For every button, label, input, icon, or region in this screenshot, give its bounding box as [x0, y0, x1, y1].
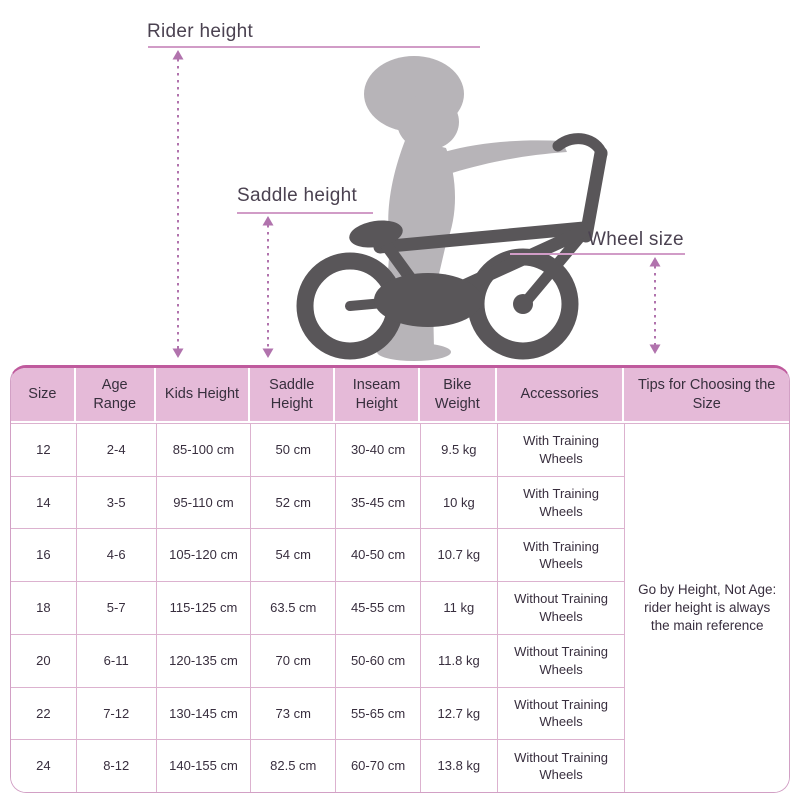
cell-bike-weight: 9.5 kg — [420, 423, 497, 476]
cell-kids-height: 130-145 cm — [156, 687, 251, 740]
tips-cell: Go by Height, Not Age: rider height is always the main reference — [624, 423, 789, 792]
cell-age-range: 3-5 — [76, 476, 156, 529]
rider-arrow-down-icon — [173, 349, 184, 359]
wheel-arrow-down-icon — [650, 345, 661, 355]
cell-saddle-height: 70 cm — [250, 634, 335, 687]
header-tips: Tips for Choosing the Size — [624, 368, 789, 423]
cell-size: 12 — [11, 423, 76, 476]
cell-accessories: Without Training Wheels — [497, 581, 625, 634]
cell-size: 20 — [11, 634, 76, 687]
cell-saddle-height: 63.5 cm — [250, 581, 335, 634]
cell-bike-weight: 13.8 kg — [420, 739, 497, 792]
cell-kids-height: 95-110 cm — [156, 476, 251, 529]
cell-kids-height: 120-135 cm — [156, 634, 251, 687]
cell-kids-height: 115-125 cm — [156, 581, 251, 634]
saddle-arrow-down-icon — [263, 349, 274, 359]
cell-bike-weight: 10 kg — [420, 476, 497, 529]
table-row — [11, 423, 789, 476]
cell-inseam-height: 60-70 cm — [335, 739, 420, 792]
saddle-height-label: Saddle height — [237, 185, 358, 206]
cell-saddle-height: 52 cm — [250, 476, 335, 529]
header-inseam-height: Inseam Height — [335, 368, 420, 423]
cell-saddle-height: 50 cm — [250, 423, 335, 476]
cell-size: 16 — [11, 528, 76, 581]
cell-size: 18 — [11, 581, 76, 634]
cell-size: 22 — [11, 687, 76, 740]
cell-accessories: Without Training Wheels — [497, 739, 625, 792]
arm — [444, 140, 567, 173]
header-kids-height: Kids Height — [156, 368, 251, 423]
wheel-size-label: Wheel size — [588, 229, 684, 250]
cell-inseam-height: 40-50 cm — [335, 528, 420, 581]
front-hub — [513, 294, 533, 314]
cell-inseam-height: 55-65 cm — [335, 687, 420, 740]
bike-fitting-illustration — [0, 0, 800, 365]
header-accessories: Accessories — [497, 368, 625, 423]
cell-accessories: With Training Wheels — [497, 423, 625, 476]
cell-kids-height: 85-100 cm — [156, 423, 251, 476]
cell-kids-height: 140-155 cm — [156, 739, 251, 792]
cell-bike-weight: 10.7 kg — [420, 528, 497, 581]
cell-inseam-height: 35-45 cm — [335, 476, 420, 529]
size-chart-table — [11, 368, 789, 792]
cell-saddle-height: 73 cm — [250, 687, 335, 740]
header-size: Size — [11, 368, 76, 423]
cell-bike-weight: 11.8 kg — [420, 634, 497, 687]
wheel-arrow-up-icon — [650, 257, 661, 267]
rider-arrow-up-icon — [173, 50, 184, 60]
chainguard — [374, 273, 482, 327]
cell-age-range: 8-12 — [76, 739, 156, 792]
cell-inseam-height: 30-40 cm — [335, 423, 420, 476]
header-saddle-height: Saddle Height — [250, 368, 335, 423]
saddle-arrow-up-icon — [263, 216, 274, 226]
cell-accessories: With Training Wheels — [497, 528, 625, 581]
cell-accessories: Without Training Wheels — [497, 687, 625, 740]
shoe — [377, 343, 451, 361]
cell-saddle-height: 82.5 cm — [250, 739, 335, 792]
cell-bike-weight: 11 kg — [420, 581, 497, 634]
cell-inseam-height: 45-55 cm — [335, 581, 420, 634]
cell-age-range: 7-12 — [76, 687, 156, 740]
header-bike-weight: Bike Weight — [420, 368, 497, 423]
cell-kids-height: 105-120 cm — [156, 528, 251, 581]
cell-inseam-height: 50-60 cm — [335, 634, 420, 687]
rider-height-label: Rider height — [147, 21, 254, 42]
cell-accessories: Without Training Wheels — [497, 634, 625, 687]
cell-age-range: 5-7 — [76, 581, 156, 634]
header-row — [11, 368, 789, 423]
cell-size: 24 — [11, 739, 76, 792]
cell-age-range: 2-4 — [76, 423, 156, 476]
cell-age-range: 4-6 — [76, 528, 156, 581]
cell-age-range: 6-11 — [76, 634, 156, 687]
cell-bike-weight: 12.7 kg — [420, 687, 497, 740]
header-age-range: Age Range — [76, 368, 156, 423]
size-chart — [10, 365, 790, 793]
cell-saddle-height: 54 cm — [250, 528, 335, 581]
cell-accessories: With Training Wheels — [497, 476, 625, 529]
cell-size: 14 — [11, 476, 76, 529]
